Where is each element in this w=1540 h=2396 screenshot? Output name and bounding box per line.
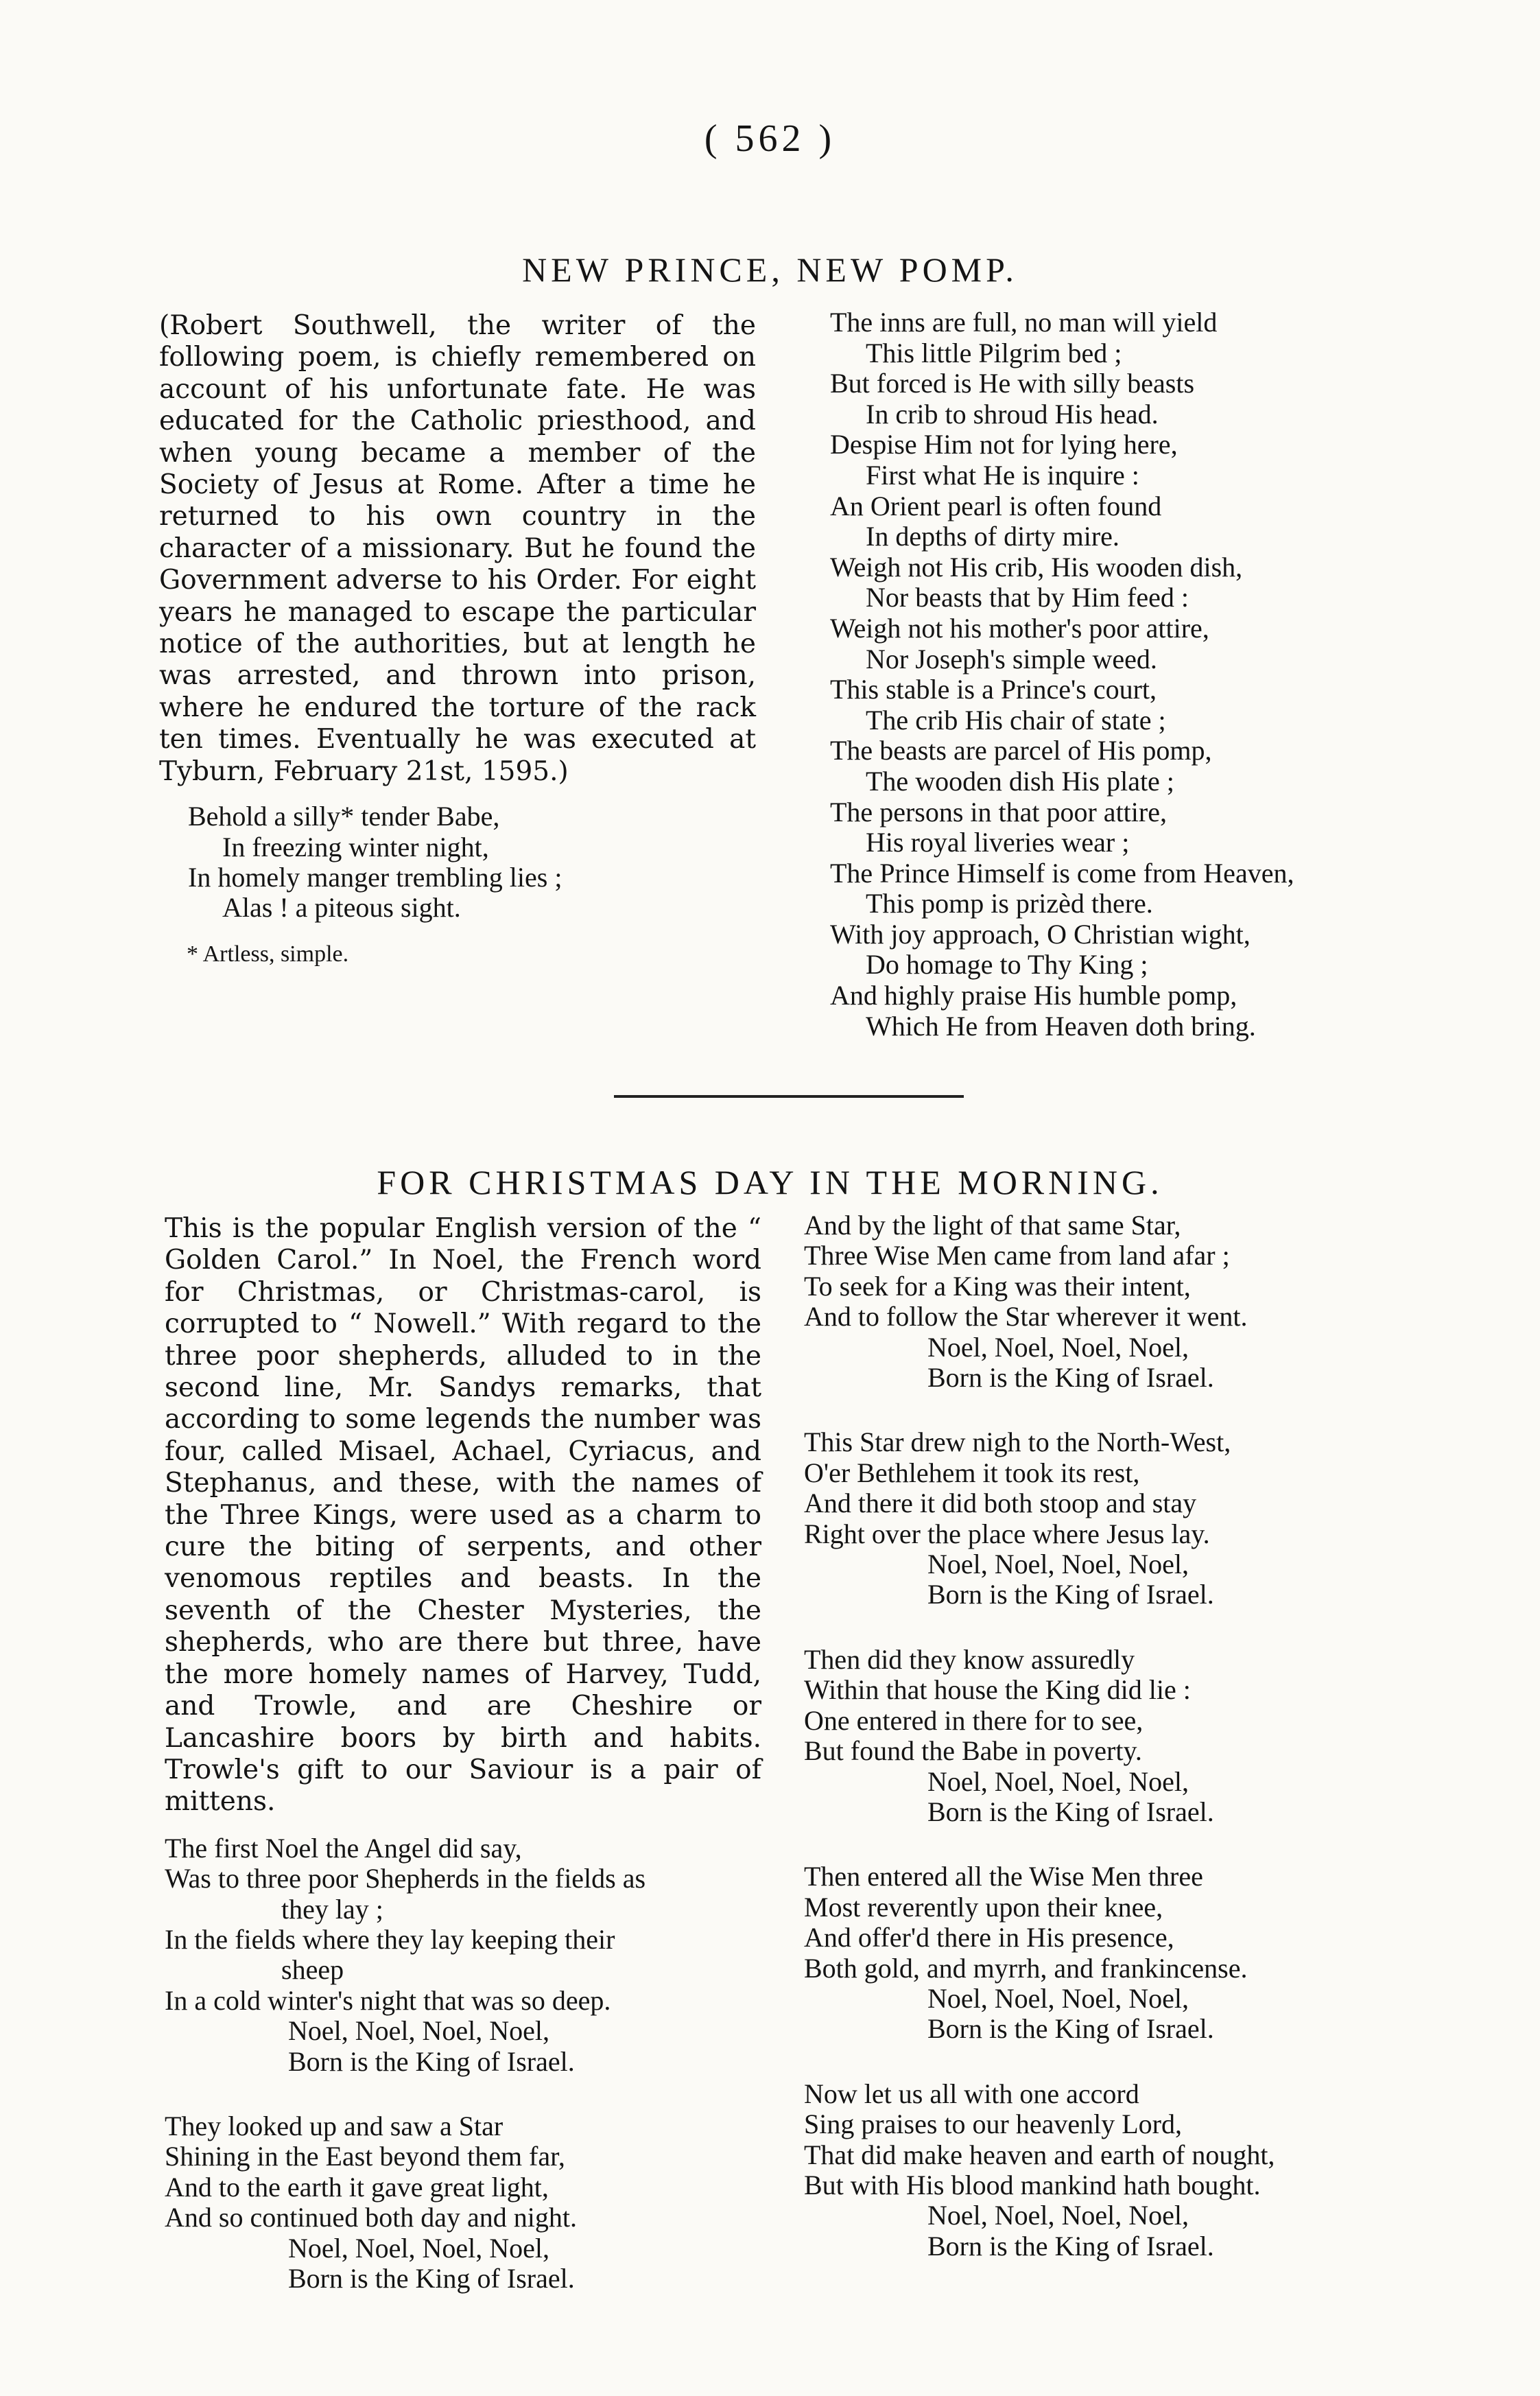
refrain-line: Noel, Noel, Noel, Noel, xyxy=(288,2232,550,2264)
section-divider xyxy=(614,1095,964,1098)
poem1-left-column xyxy=(159,310,756,967)
poem2-left-column xyxy=(165,1213,761,2328)
refrain-line: Born is the King of Israel. xyxy=(927,2230,1214,2262)
verse-line: First what He is inquire : xyxy=(866,459,1139,491)
verse-line: In crib to shroud His head. xyxy=(866,398,1159,430)
verse-line: His royal liveries wear ; xyxy=(866,827,1130,858)
verse-line: Was to three poor Shepherds in the fields as xyxy=(165,1863,646,1894)
verse-line: Alas ! a piteous sight. xyxy=(222,892,461,924)
verse-line: In homely manger trembling lies ; xyxy=(188,861,562,893)
verse-line: An Orient pearl is often found xyxy=(830,490,1162,521)
verse-line: Despise Him not for lying here, xyxy=(830,429,1178,460)
verse-line: The beasts are parcel of His pomp, xyxy=(830,735,1212,766)
refrain-line: Noel, Noel, Noel, Noel, xyxy=(927,1331,1189,1363)
verse-line: But forced is He with silly beasts xyxy=(830,368,1195,399)
verse-line: sheep xyxy=(281,1954,344,1986)
verse-line: That did make heaven and earth of nought, xyxy=(804,2139,1275,2170)
refrain-line: Noel, Noel, Noel, Noel, xyxy=(927,1549,1189,1580)
verse-line: This pomp is prizèd there. xyxy=(866,888,1153,919)
verse-line: The inns are full, no man will yield xyxy=(830,307,1218,338)
verse-line: But with His blood mankind hath bought. xyxy=(804,2169,1261,2200)
refrain-line: Noel, Noel, Noel, Noel, xyxy=(927,1765,1189,1797)
verse-line: Within that house the King did lie : xyxy=(804,1674,1191,1706)
verse-line: they lay ; xyxy=(281,1893,383,1925)
verse-line: Weigh not His crib, His wooden dish, xyxy=(830,551,1243,583)
verse-line: Most reverently upon their knee, xyxy=(804,1891,1163,1923)
refrain-line: Noel, Noel, Noel, Noel, xyxy=(927,2200,1189,2231)
verse-line: And offer'd there in His presence, xyxy=(804,1922,1174,1953)
refrain-line: Born is the King of Israel. xyxy=(927,1796,1214,1827)
verse-line: The crib His chair of state ; xyxy=(866,704,1166,736)
refrain-line: Born is the King of Israel. xyxy=(927,1579,1214,1610)
verse-line: In a cold winter's night that was so deep. xyxy=(165,1984,611,2016)
verse-line: Then entered all the Wise Men three xyxy=(804,1861,1203,1892)
verse-line: And highly praise His humble pomp, xyxy=(830,980,1237,1011)
verse-line: Now let us all with one accord xyxy=(804,2078,1139,2109)
verse-line: The persons in that poor attire, xyxy=(830,796,1167,827)
carol-stanza xyxy=(804,2079,1421,2262)
verse-line: Nor Joseph's simple weed. xyxy=(866,643,1157,674)
carol-stanza xyxy=(165,1833,761,2077)
poem1-opening-stanza xyxy=(159,801,756,924)
verse-line: To seek for a King was their intent, xyxy=(804,1270,1191,1302)
page-number: ( 562 ) xyxy=(704,117,836,160)
verse-line: Both gold, and myrrh, and frankincense. xyxy=(804,1952,1248,1984)
verse-line: And so continued both day and night. xyxy=(165,2202,578,2233)
verse-line: Weigh not his mother's poor attire, xyxy=(830,612,1209,644)
verse-line: This Star drew nigh to the North-West, xyxy=(804,1426,1231,1458)
verse-line: And by the light of that same Star, xyxy=(804,1210,1181,1241)
verse-line: Sing praises to our heavenly Lord, xyxy=(804,2109,1182,2140)
poem2-title: FOR CHRISTMAS DAY IN THE MORNING. xyxy=(377,1162,1163,1201)
refrain-line: Noel, Noel, Noel, Noel, xyxy=(288,2015,550,2047)
verse-line: And there it did both stoop and stay xyxy=(804,1488,1197,1519)
verse-line: This stable is a Prince's court, xyxy=(830,674,1157,705)
verse-line: This little Pilgrim bed ; xyxy=(866,337,1122,368)
verse-line: The first Noel the Angel did say, xyxy=(165,1832,522,1864)
verse-line: Right over the place where Jesus lay. xyxy=(804,1518,1210,1549)
verse-line: Nor beasts that by Him feed : xyxy=(866,582,1189,613)
verse-line: Which He from Heaven doth bring. xyxy=(866,1010,1256,1042)
carol-stanza xyxy=(804,1210,1421,1393)
carol-stanza xyxy=(804,1861,1421,2044)
poem2-intro: This is the popular English version of the “ Golden Carol.” In Noel, the French word for Christmas, or Christmas-carol, is corrupted to “ Nowell.” With regard to the three poor shepherds, alluded to in the second line, Mr. Sandys remarks, that according to some legends the number was four, called Misael, Achael, Cyriacus, and Stephanus, and these, with the names of the Three Kings, were used as a charm to cure the biting of serpents, and other venomous reptiles and beasts. In the seventh of the Chester Mysteries, the shepherds, who are there but three, have the more homely names of Harvey, Tudd, and Trowle, and are Cheshire or Lancashire boors by birth and habits. Trowle's gift to our Saviour is a pair of mittens. xyxy=(165,1213,761,1818)
refrain-line: Born is the King of Israel. xyxy=(927,1362,1214,1394)
verse-line: In the fields where they lay keeping their xyxy=(165,1923,615,1955)
verse-line: With joy approach, O Christian wight, xyxy=(830,918,1251,950)
refrain-line: Born is the King of Israel. xyxy=(288,2263,575,2294)
poem2-right-column xyxy=(804,1210,1421,2296)
refrain-line: Born is the King of Israel. xyxy=(288,2045,575,2077)
verse-line: And to follow the Star wherever it went. xyxy=(804,1301,1248,1332)
carol-stanza xyxy=(804,1427,1421,1610)
verse-line: The wooden dish His plate ; xyxy=(866,765,1174,797)
verse-line: One entered in there for to see, xyxy=(804,1704,1144,1736)
refrain-line: Born is the King of Israel. xyxy=(927,2013,1214,2045)
verse-line: Then did they know assuredly xyxy=(804,1643,1135,1675)
refrain-line: Noel, Noel, Noel, Noel, xyxy=(927,1982,1189,2014)
carol-stanza xyxy=(804,1645,1421,1827)
poem1-title: NEW PRINCE, NEW POMP. xyxy=(522,250,1018,289)
verse-line: Do homage to Thy King ; xyxy=(866,949,1148,980)
verse-line: Behold a silly* tender Babe, xyxy=(188,801,500,832)
poem1-footnote: * Artless, simple. xyxy=(187,941,349,967)
verse-line: In depths of dirty mire. xyxy=(866,521,1120,552)
verse-line: Three Wise Men came from land afar ; xyxy=(804,1240,1230,1271)
verse-line: Shining in the East beyond them far, xyxy=(165,2141,565,2172)
verse-line: O'er Bethlehem it took its rest, xyxy=(804,1457,1140,1488)
verse-line: And to the earth it gave great light, xyxy=(165,2171,549,2203)
poem1-intro: (Robert Southwell, the writer of the following poem, is chiefly remembered on account of his unfortunate fate. He was educated for the Catholic priesthood, and when young became a member of the Society of Jesus at Rome. After a time he returned to his own country in the character of a missionary. But he found the Government adverse to his Order. For eight years he managed to escape the particular notice of the authorities, but at length he was arrested, and thrown into prison, where he endured the torture of the rack ten times. Eventually he was executed at Tyburn, February 21st, 1595.) xyxy=(159,310,756,787)
verse-line: In freezing winter night, xyxy=(222,831,489,862)
verse-line: The Prince Himself is come from Heaven, xyxy=(830,857,1294,889)
carol-stanza xyxy=(165,2111,761,2294)
verse-line: They looked up and saw a Star xyxy=(165,2110,504,2141)
poem1-right-column xyxy=(830,307,1434,1042)
verse-line: But found the Babe in poverty. xyxy=(804,1735,1142,1767)
